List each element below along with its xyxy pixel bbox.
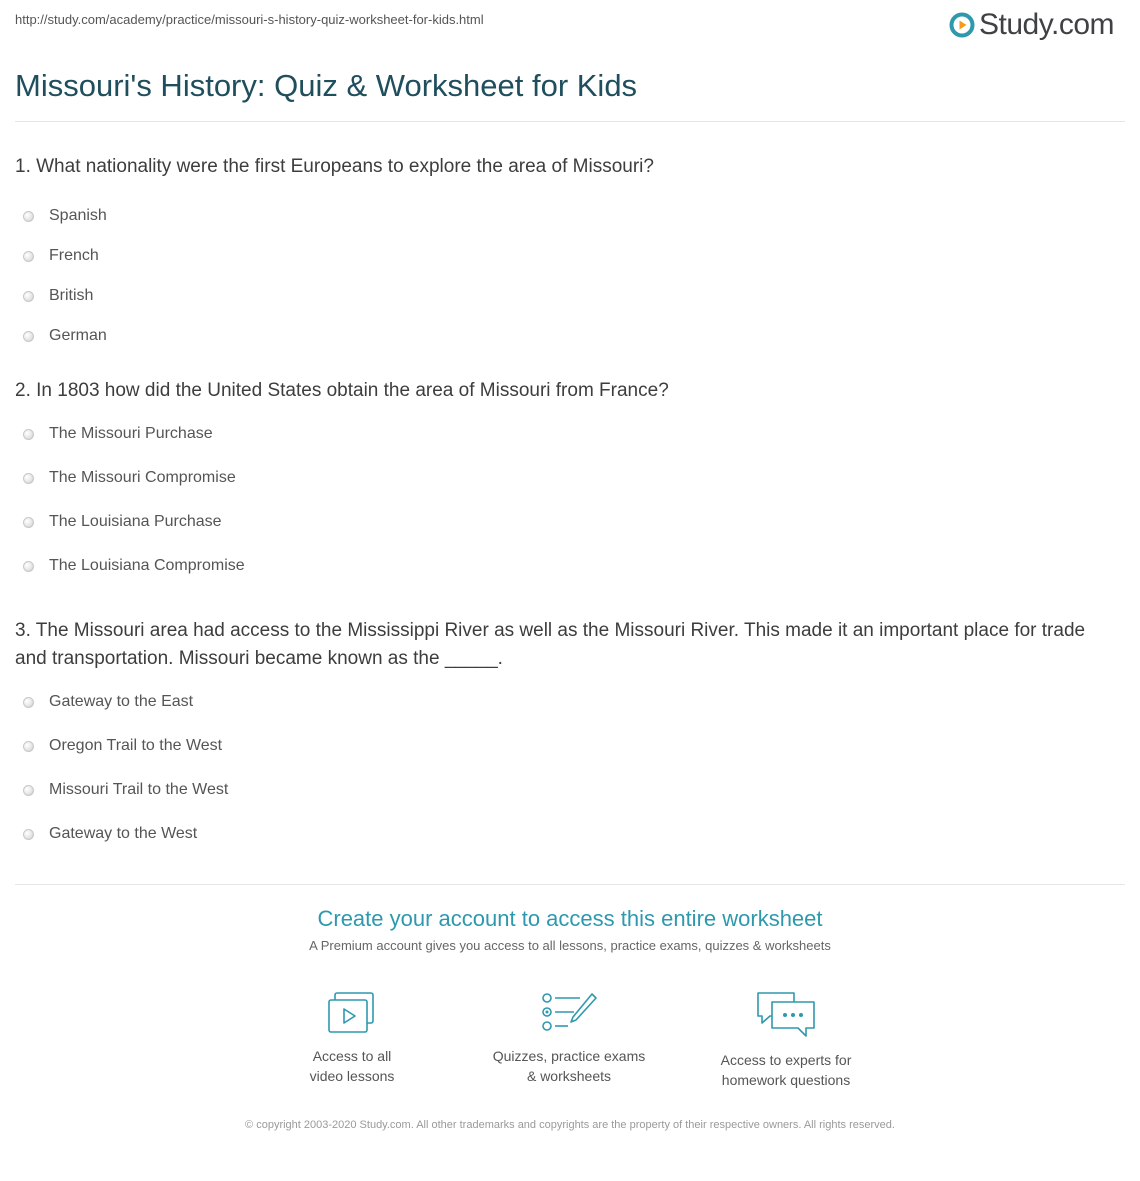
feature-label: Access to experts for [720,1052,852,1068]
answer-label: Oregon Trail to the West [49,737,223,754]
radio-button-icon[interactable] [23,561,34,572]
answer-option[interactable] [15,680,228,724]
radio-button-icon[interactable] [23,429,34,440]
radio-button-icon[interactable] [23,829,34,840]
answer-option[interactable] [15,500,245,544]
create-account-link[interactable]: Create your account to access this entire worksheet [317,906,823,931]
answer-label: Missouri Trail to the West [49,781,229,798]
question-1: 1. What nationality were the first Europeans to explore the area of Missouri? [15,156,654,177]
top-bar [0,0,1140,50]
answer-label: French [49,247,99,264]
page-title: Missouri's History: Quiz & Worksheet for Kids [15,68,638,103]
answer-option[interactable] [15,196,107,236]
radio-button-icon[interactable] [23,331,34,342]
answer-label: The Missouri Compromise [49,469,236,486]
answer-option[interactable] [15,768,228,812]
answer-option[interactable] [15,812,228,856]
answer-label: The Louisiana Purchase [49,513,222,530]
radio-button-icon[interactable] [23,251,34,262]
copyright-notice: © copyright 2003-2020 Study.com. All other trademarks and copyrights are the property of their respective owners. All rights reserved. [245,1119,895,1131]
answer-label: The Missouri Purchase [49,425,213,442]
answer-label: Spanish [49,207,107,224]
quiz-checklist-icon [540,990,598,1036]
answer-label: German [49,327,107,344]
feature-video-lessons [242,990,462,1086]
feature-label: Access to all [312,1048,392,1064]
answer-label: Gateway to the West [49,825,198,842]
feature-quizzes [459,990,679,1086]
cta-subtitle: A Premium account gives you access to all lessons, practice exams, quizzes & worksheets [309,938,831,953]
answer-option[interactable] [15,544,245,588]
video-lessons-icon [325,990,379,1036]
radio-button-icon[interactable] [23,517,34,528]
feature-label: Quizzes, practice exams [492,1048,646,1064]
radio-button-icon[interactable] [23,211,34,222]
question-2-options [15,412,245,588]
radio-button-icon[interactable] [23,785,34,796]
answer-option[interactable] [15,316,107,356]
study-logo[interactable] [949,8,1114,42]
question-1-options [15,196,107,356]
radio-button-icon[interactable] [23,473,34,484]
answer-label: Gateway to the East [49,693,194,710]
play-circle-icon [949,12,975,38]
radio-button-icon[interactable] [23,697,34,708]
answer-option[interactable] [15,236,107,276]
question-3-options [15,680,228,856]
question-3: 3. The Missouri area had access to the Mississippi River as well as the Missouri River. This made it an important place for trade and transportation. Missouri became known as the _____. [15,620,1086,669]
feature-experts [676,990,896,1090]
logo-text: Study.com [979,8,1114,41]
title-divider [15,121,1125,122]
cta-divider [15,884,1125,885]
answer-option[interactable] [15,456,245,500]
answer-option[interactable] [15,276,107,316]
feature-label: homework questions [721,1072,851,1088]
feature-label: video lessons [309,1068,395,1084]
question-2: 2. In 1803 how did the United States obtain the area of Missouri from France? [15,380,669,401]
answer-option[interactable] [15,412,245,456]
page-url: http://study.com/academy/practice/missouri-s-history-quiz-worksheet-for-kids.html [15,12,484,27]
feature-label: & worksheets [526,1068,612,1084]
answer-label: The Louisiana Compromise [49,557,245,574]
answer-label: British [49,287,94,304]
chat-bubbles-icon [754,990,818,1040]
radio-button-icon[interactable] [23,291,34,302]
radio-button-icon[interactable] [23,741,34,752]
answer-option[interactable] [15,724,228,768]
